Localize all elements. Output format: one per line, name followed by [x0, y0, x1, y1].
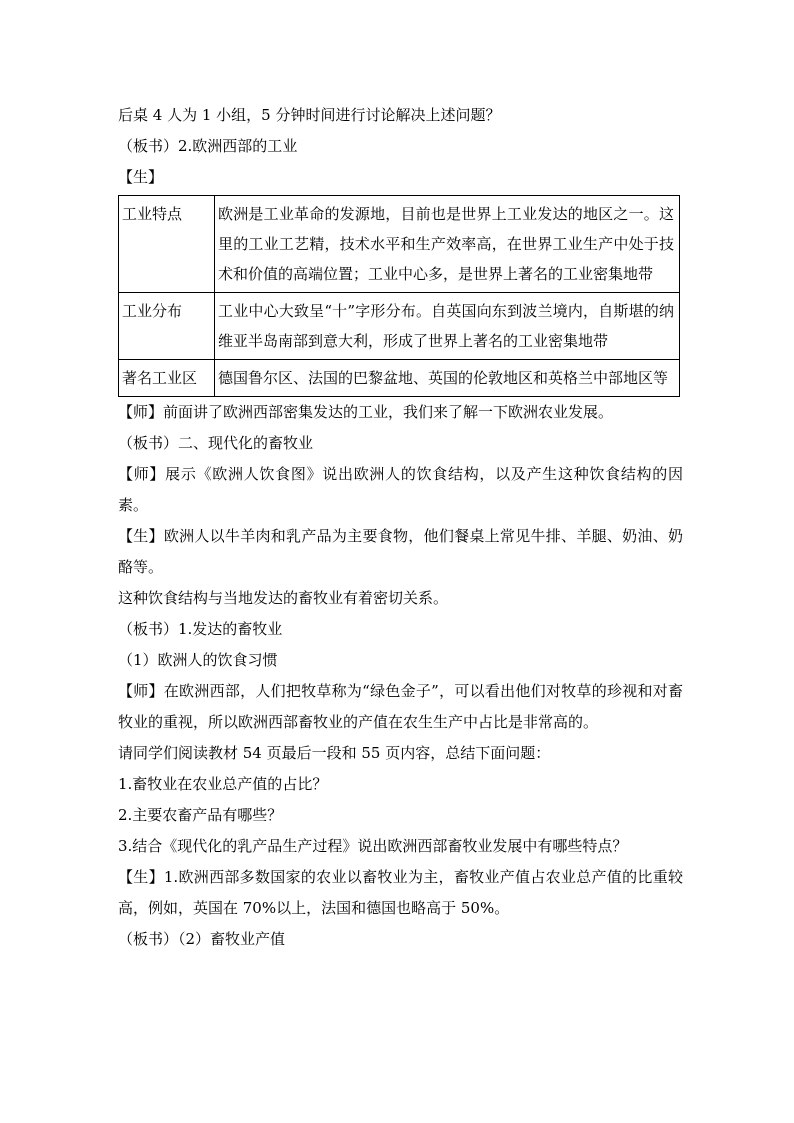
teacher-paragraph: 【师】在欧洲西部，人们把牧草称为“绿色金子”，可以看出他们对牧草的珍视和对畜牧业的重视，所以欧洲西部畜牧业的产值在农生生产中占比是非常高的。	[118, 682, 683, 731]
row-text: 欧洲是工业革命的发源地，目前也是世界上工业发达的地区之一。这里的工业工艺精，技术水平和生产效率高，在世界工业生产中处于技术和价值的高端位置；工业中心多，是世界上著名的工业密集地带	[215, 196, 680, 293]
row-label: 工业特点	[119, 196, 215, 293]
row-label: 著名工业区	[119, 360, 215, 397]
document-page	[118, 100, 683, 955]
industry-table	[118, 195, 680, 397]
question-item: 2.主要农畜产品有哪些？	[118, 806, 283, 824]
row-text: 工业中心大致呈“十”字形分布。自英国向东到波兰境内，自斯堪的纳维亚半岛南部到意大利，形成了世界上著名的工业密集地带	[215, 293, 680, 360]
text-line: 后桌 4 人为 1 小组，5 分钟时间进行讨论解决上述问题？	[118, 106, 501, 124]
teacher-paragraph: 【师】展示《欧洲人饮食图》说出欧洲人的饮食结构，以及产生这种饮食结构的因素。	[118, 465, 683, 514]
sub-heading: （1）欧洲人的饮食习惯	[118, 651, 278, 669]
board-heading: （板书）1.发达的畜牧业	[118, 620, 283, 638]
table-row	[119, 196, 680, 293]
student-paragraph: 【生】1.欧洲西部多数国家的农业以畜牧业为主，畜牧业产值占农业总产值的比重较高，例如，英国在 70%以上，法国和德国也略高于 50%。	[118, 868, 683, 917]
row-text: 德国鲁尔区、法国的巴黎盆地、英国的伦敦地区和英格兰中部地区等	[215, 360, 680, 397]
text-paragraph: 这种饮食结构与当地发达的畜牧业有着密切关系。	[118, 589, 449, 607]
row-label: 工业分布	[119, 293, 215, 360]
table-row	[119, 360, 680, 397]
question-item: 1.畜牧业在农业总产值的占比？	[118, 775, 328, 793]
board-heading: （板书）（2）畜牧业产值	[118, 930, 286, 948]
teacher-paragraph: 【师】前面讲了欧洲西部密集发达的工业，我们来了解一下欧洲农业发展。	[118, 403, 614, 421]
text-paragraph: 请同学们阅读教材 54 页最后一段和 55 页内容，总结下面问题：	[118, 744, 551, 762]
student-label: 【生】	[118, 168, 164, 186]
question-item: 3.结合《现代化的乳产品生产过程》说出欧洲西部畜牧业发展中有哪些特点？	[118, 837, 628, 855]
board-heading: （板书）二、现代化的畜牧业	[118, 434, 314, 452]
table-row	[119, 293, 680, 360]
student-paragraph: 【生】欧洲人以牛羊肉和乳产品为主要食物，他们餐桌上常见牛排、羊腿、奶油、奶酪等。	[118, 527, 683, 576]
board-heading: （板书）2.欧洲西部的工业	[118, 137, 298, 155]
